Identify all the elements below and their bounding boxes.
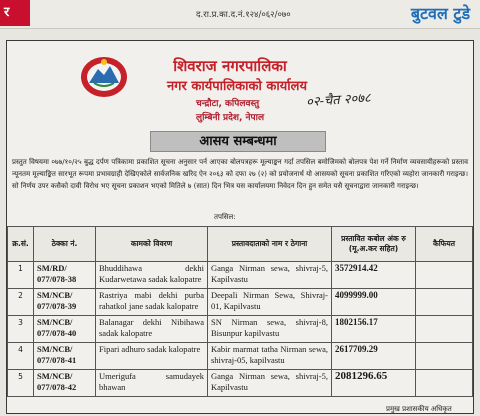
table-row [8,289,473,316]
row-contract-no: SM/RD/ 077/078-38 [34,262,96,289]
row-contract-no: SM/NCB/ 077/078-42 [34,370,96,397]
municipality-name: शिवराज नगरपालिका [173,57,287,75]
row-contract-no: SM/NCB/ 077/078-39 [34,289,96,316]
masthead [0,0,480,29]
province-name: लुम्बिनी प्रदेश, नेपाल [196,113,265,123]
row-amount: 2617709.29 [332,343,416,370]
row-bidder: Kabir marmat tatha Nirman sewa, shivraj-05, kapilvastu [208,343,332,370]
row-work: Umerigufa samudayek bhawan [96,370,208,397]
table-row [8,262,473,289]
notice-body: प्रस्तुत विषयमा ०७७/१०/२५ बुद्ध दर्पण पत्रिकामा प्रकाशित सूचना अनुसार पर्न आएका बोलपत्रहरू मूल्याङ्कन गर्दा तपसिल बमोजिमको बोलपत्र पेश गर्ने निर्माण व्यवसायीहरूको प्रस्ताव न्यूनतम मूल्याङ्कित सारभूत रूपमा प्रभावग्राही देखिएकोले सार्वजनिक खरिद ऐन २०६३ को दफा २७ (२) को प्रयोजनार्थ यो आसयको सूचना प्रकाशित गरिएको व्यहोरा जानकारी गराइन्छ। सो निर्णय उपर कसैको दावी विरोध भए सूचना प्रकाशन भएको मितिले ७ (सात) दिन भित्र यस कार्यालयमा निवेदन दिन हुन समेत यसै सूचनाद्वारा जानकारी गराइन्छ। [12,158,468,190]
col-header-contract: ठेक्का नं. [34,227,96,262]
row-bidder: Ganga Nirman sewa, shivraj-5, Kapilvastu [208,370,332,397]
row-work: Balanagar dekhi Nibihawa sadak kalopatre [96,316,208,343]
table-subtitle: तपसिल: [214,213,236,221]
row-amount: 4099999.00 [332,289,416,316]
col-header-bidder: प्रस्तावदाताको नाम र ठेगाना [208,227,332,262]
row-work: Bhuddihawa dekhi Kudarwetawa sadak kalopatre [96,262,208,289]
table-row [8,370,473,397]
office-name: नगर कार्यपालिकाको कार्यालय [166,79,308,94]
row-work: Rastriya mabi dekhi purba rahatkol jane sadak kalopatre [96,289,208,316]
nepal-emblem-logo [80,55,128,99]
row-remarks [416,316,473,343]
row-contract-no: SM/NCB/ 077/078-41 [34,343,96,370]
row-remarks [416,289,473,316]
office-address: चन्द्रौटा, कपिलवस्तु [196,99,260,109]
handwritten-date: ०२-चैत २०७८ [305,90,372,111]
paper-name: बुटवल टुडे [410,4,470,23]
row-amount: 2081296.65 [332,370,416,397]
col-header-sn: क्र.सं. [8,227,34,262]
col-header-remarks: कैफियत [416,227,473,262]
row-contract-no: SM/NCB/ 077/078-40 [34,316,96,343]
row-sn: 2 [8,289,34,316]
notice-title: आसय सम्बन्धमा [150,131,326,152]
row-bidder: SN Nirman sewa, shivraj-8, Bisunpur kapilvastu [208,316,332,343]
signatory-title: प्रमुख प्रशासकीय अधिकृत [386,405,452,413]
row-remarks [416,343,473,370]
row-bidder: Ganga Nirman sewa, shivraj-5, Kapilvastu [208,262,332,289]
masthead-tab: र [0,0,30,26]
row-work: Fipari adhuro sadak kalopatre [96,343,208,370]
table-row [8,343,473,370]
table-header-row [8,227,473,262]
row-remarks [416,262,473,289]
row-bidder: Deepali Nirman Sewa, Shivraj-01, Kapilvastu [208,289,332,316]
row-sn: 3 [8,316,34,343]
col-header-work: कामको विवरण [96,227,208,262]
col-header-amount: प्रस्तावित कबोल अंक रु (मू.अ.कर सहित) [332,227,416,262]
row-sn: 5 [8,370,34,397]
table-row [8,316,473,343]
registration-number: द.रा.प्र.का.द.नं.१२४/०६२/०७० [196,10,291,20]
row-amount: 1802156.17 [332,316,416,343]
row-remarks [416,370,473,397]
row-amount: 3572914.42 [332,262,416,289]
row-sn: 4 [8,343,34,370]
bid-table [7,226,473,397]
row-sn: 1 [8,262,34,289]
